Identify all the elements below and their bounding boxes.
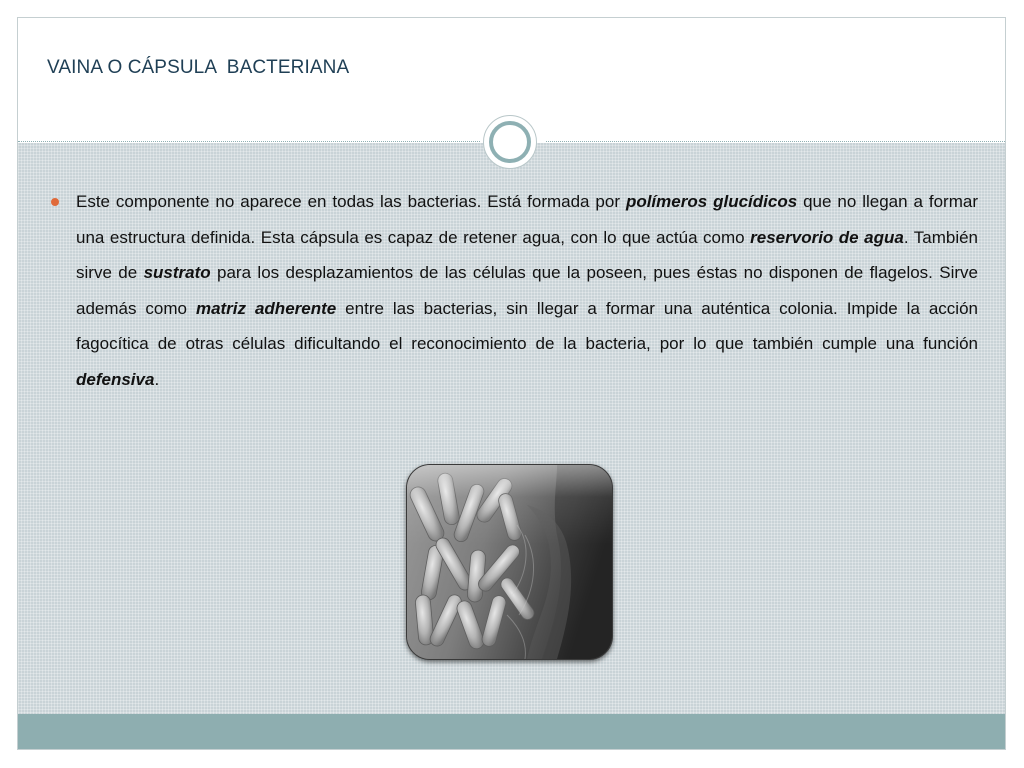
term-polimeros-glucidicos: polímeros glucídicos	[625, 192, 798, 211]
divider-ring-icon	[483, 115, 537, 169]
bullet-text: que no llegan a formar una estructura definida. Esta cápsula es capaz de retener agua, con lo que actúa como	[76, 192, 978, 247]
divider-line-left	[18, 141, 480, 142]
bullet-text: para los desplazamientos de las células que la poseen, pues éstas no disponen de flagelos. Sirve además como	[76, 263, 979, 318]
footer-bar	[18, 714, 1005, 749]
term-matriz-adherente: matriz adherente	[195, 298, 337, 318]
divider-ring-inner	[489, 121, 531, 163]
bullet-item[interactable]	[50, 184, 978, 397]
term-sustrato: sustrato	[143, 263, 211, 282]
bacteria-micrograph-image	[407, 465, 612, 659]
bullet-text: .	[154, 369, 160, 389]
bacteria-micrograph[interactable]	[406, 464, 613, 660]
slide	[17, 17, 1006, 750]
bullet-text: Este componente no aparece en todas las bacterias. Está formada por	[76, 192, 626, 211]
slide-title[interactable]: VAINA O CÁPSULA BACTERIANA	[47, 57, 350, 78]
bullet-text: entre las bacterias, sin llegar a formar una auténtica colonia. Impide la acción fagocítica de otras células dificultando el reconocimiento de la bacteria, por lo que también cumple una función	[76, 298, 978, 353]
divider-line-right	[546, 141, 1006, 142]
bullet-list	[50, 184, 978, 397]
bullet-dot-icon	[51, 198, 59, 206]
bullet-text: . También sirve de	[76, 227, 979, 282]
term-defensiva: defensiva	[76, 369, 155, 389]
term-reservorio-de-agua: reservorio de agua	[750, 227, 904, 247]
